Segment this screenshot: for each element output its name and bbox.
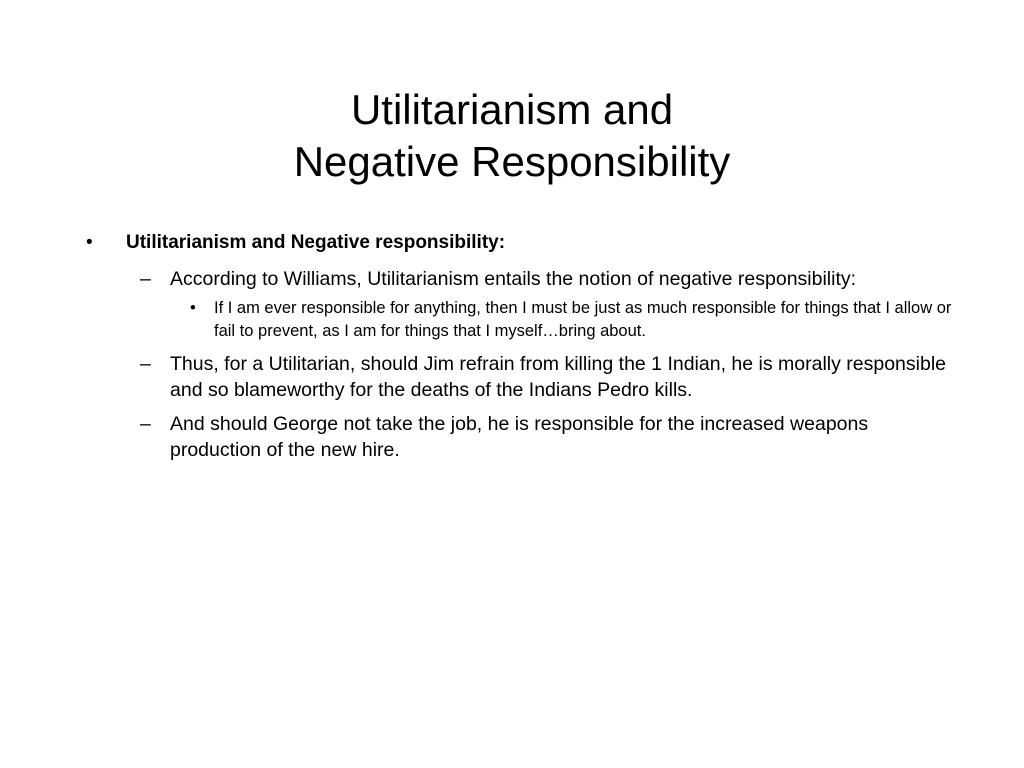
point-3 bbox=[140, 411, 956, 463]
dash-marker: – bbox=[140, 353, 151, 375]
dash-marker: – bbox=[140, 413, 151, 435]
point-1-text: According to Williams, Utilitarianism entails the notion of negative responsibility: bbox=[170, 268, 857, 290]
bullet-marker: • bbox=[86, 232, 93, 253]
slide-title bbox=[0, 84, 1024, 188]
sub-bullet-marker: • bbox=[190, 299, 196, 317]
title-line-1: Utilitarianism and bbox=[350, 86, 674, 133]
heading-text: Utilitarianism and Negative responsibility: bbox=[126, 232, 506, 253]
title-line-2: Negative Responsibility bbox=[293, 138, 731, 185]
subpoint-1 bbox=[190, 297, 956, 343]
point-2-text: Thus, for a Utilitarian, should Jim refrain from killing the 1 Indian, he is morally responsible and so blameworthy for the deaths of the Indians Pedro kills. bbox=[170, 353, 947, 401]
bullet-heading bbox=[86, 228, 956, 258]
slide-body bbox=[86, 228, 956, 463]
dash-marker: – bbox=[140, 268, 151, 290]
point-2 bbox=[140, 351, 956, 403]
point-1 bbox=[140, 266, 956, 292]
subpoint-1-text: If I am ever responsible for anything, then I must be just as much responsible for things that I allow or fail to prevent, as I am for things that I myself…bring about. bbox=[214, 299, 952, 340]
point-3-text: And should George not take the job, he is responsible for the increased weapons production of the new hire. bbox=[170, 413, 869, 461]
